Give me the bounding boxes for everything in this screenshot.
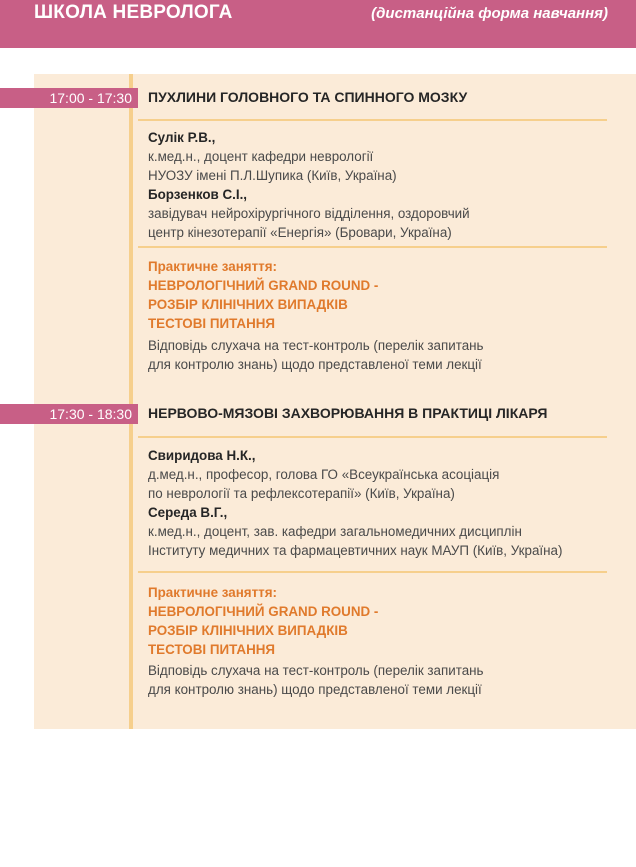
page-title: ШКОЛА НЕВРОЛОГА	[34, 2, 233, 23]
timeline-line	[129, 74, 133, 729]
speaker-role: завідувач нейрохірургічного відділення, оздоровчий	[148, 206, 470, 221]
practical-label: Практичне заняття:	[148, 259, 277, 274]
practical-title: НЕВРОЛОГІЧНИЙ GRAND ROUND -	[148, 604, 379, 619]
speaker-role: НУОЗУ імені П.Л.Шупика (Київ, Україна)	[148, 168, 397, 183]
speaker-name: Середа В.Г.,	[148, 505, 228, 520]
speaker-role: центр кінезотерапії «Енергія» (Бровари, Україна)	[148, 225, 452, 240]
practical-title: РОЗБІР КЛІНІЧНИХ ВИПАДКІВ	[148, 623, 348, 638]
practical-title: ТЕСТОВІ ПИТАННЯ	[148, 316, 276, 331]
speaker-name: Свиридова Н.К.,	[148, 448, 256, 463]
separator	[138, 246, 607, 248]
speaker-role: по неврології та рефлексотерапії» (Київ, Україна)	[148, 486, 455, 501]
practical-title: РОЗБІР КЛІНІЧНИХ ВИПАДКІВ	[148, 297, 348, 312]
session-topic: НЕРВОВО-МЯЗОВІ ЗАХВОРЮВАННЯ В ПРАКТИЦІ ЛІКАРЯ	[148, 405, 548, 421]
speaker-role: к.мед.н., доцент кафедри неврології	[148, 149, 374, 164]
practical-label: Практичне заняття:	[148, 585, 277, 600]
speakers-block	[148, 128, 470, 242]
speaker-role: д.мед.н., професор, голова ГО «Всеукраїнська асоціація	[148, 467, 500, 482]
description-line: для контролю знань) щодо представленої теми лекції	[148, 682, 482, 697]
separator	[138, 571, 607, 573]
speaker-name: Борзенков С.І.,	[148, 187, 248, 202]
page-subtitle: (дистанційна форма навчання)	[371, 5, 608, 22]
speaker-role: Інституту медичних та фармацевтичних наук МАУП (Київ, Україна)	[148, 543, 563, 558]
description-line: для контролю знань) щодо представленої теми лекції	[148, 357, 482, 372]
description-line: Відповідь слухача на тест-контроль (перелік запитань	[148, 663, 484, 678]
practical-title: НЕВРОЛОГІЧНИЙ GRAND ROUND -	[148, 278, 379, 293]
practical-block	[148, 257, 378, 333]
header-bar	[0, 0, 636, 48]
speaker-name: Сулік Р.В.,	[148, 130, 216, 145]
speakers-block	[148, 446, 562, 560]
practical-block	[148, 583, 378, 659]
practical-title: ТЕСТОВІ ПИТАННЯ	[148, 642, 276, 657]
separator	[138, 436, 607, 438]
session-time: 17:30 - 18:30	[0, 404, 138, 424]
session-topic: ПУХЛИНИ ГОЛОВНОГО ТА СПИННОГО МОЗКУ	[148, 89, 468, 105]
practical-description	[148, 336, 484, 374]
speaker-role: к.мед.н., доцент, зав. кафедри загальномедичних дисциплін	[148, 524, 522, 539]
session-time: 17:00 - 17:30	[0, 88, 138, 108]
separator	[138, 119, 607, 121]
practical-description	[148, 661, 484, 699]
description-line: Відповідь слухача на тест-контроль (перелік запитань	[148, 338, 484, 353]
